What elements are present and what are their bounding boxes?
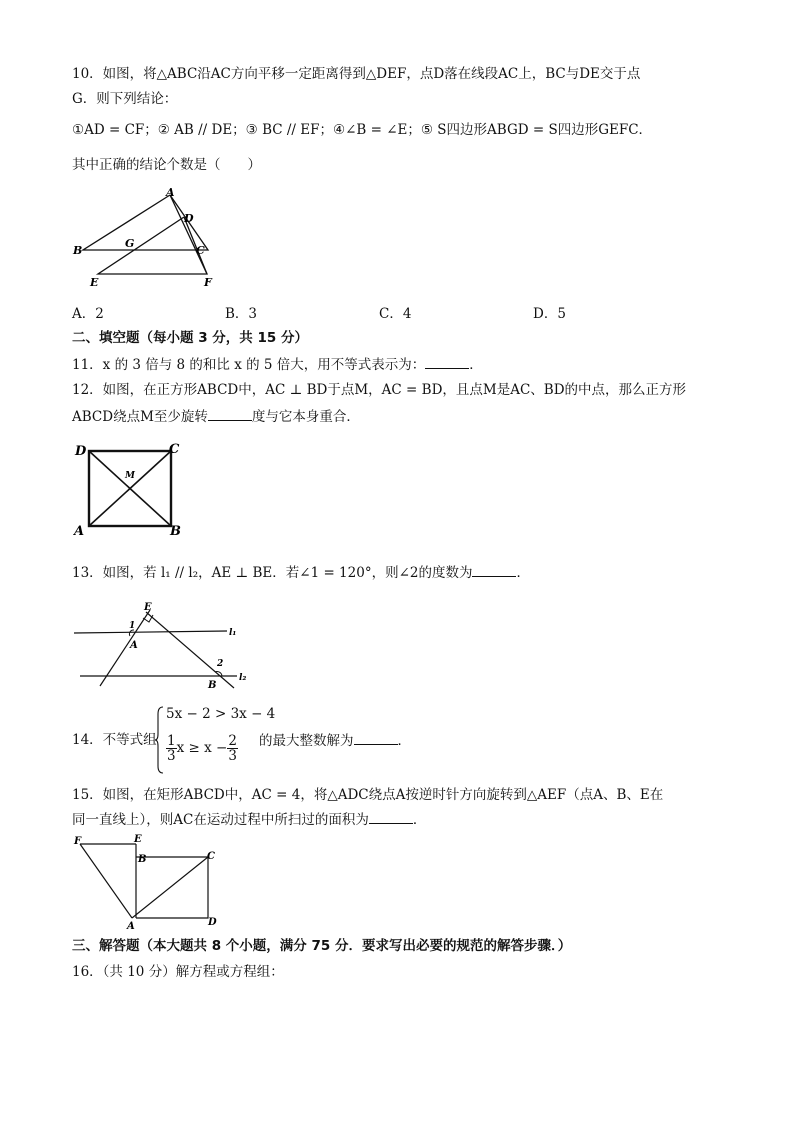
q14-end: ． [397,733,411,749]
q14-answer-blank[interactable] [354,730,398,745]
q12-line2 [72,406,360,427]
q14-ineq2-mid: x ≥ x − [176,740,228,756]
q11-text: 11．x 的 3 倍与 8 的和比 x 的 5 倍大，用不等式表示为： [72,357,426,373]
q15-end: ． [412,812,427,828]
fig10-label-c: C [196,244,205,257]
q13-end: ． [516,565,530,581]
q10-line3: ①AD = CF；② AB // DE；③ BC // EF；④∠B = ∠E；⑤ S四边形ABGD = S四边形GEFC． [72,122,653,138]
q10-line2: G．则下列结论： [72,91,178,107]
q14-inequality-1: 5x − 2 > 3x − 4 [166,706,276,722]
q15-line2-text: 同一直线上），则AC在运动过程中所扫过的面积为 [72,812,369,828]
q11-answer-blank[interactable] [425,354,469,369]
q11-end: ． [469,357,483,373]
fig12-label-d: D [75,444,87,459]
q14-system [166,704,276,774]
q13-answer-blank[interactable] [472,562,516,577]
q12-line2a: ABCD绕点M至少旋转 [72,409,208,425]
section2-title: 二、填空题（每小题 3 分，共 15 分） [72,330,308,346]
q10-option-d[interactable]: D．5 [533,306,566,322]
q14-prefix: 14．不等式组 [72,732,157,748]
q10-option-b[interactable]: B．3 [225,306,258,322]
q15-line2 [72,809,426,830]
q10-line1: 10．如图，将△ABC沿AC方向平移一定距离得到△DEF，点D落在线段AC上，BC与DE交于点 [72,66,641,82]
q12-answer-blank[interactable] [208,406,252,421]
fig12-label-c: C [169,442,180,457]
fig15-label-f: F [74,836,82,847]
q10-option-c[interactable]: C．4 [379,306,412,322]
q12-figure [72,438,187,538]
q10-line4: 其中正确的结论个数是（ ） [72,157,261,173]
q10-figure [70,185,230,290]
q14-fraction-2: $\frac{2}{3}$ [228,733,237,764]
fig10-label-e: E [90,276,99,289]
fig12-label-a: A [74,524,85,538]
q13 [72,562,530,583]
fig13-label-l2: l₂ [239,673,247,683]
fig10-label-f: F [204,276,212,289]
q14-suffix: 的最大整数解为 [259,733,354,749]
q15-answer-blank[interactable] [369,809,413,824]
fig10-label-a: A [166,186,175,199]
q14-brace [155,706,165,774]
q14-fraction-1: $\frac{1}{3}$ [167,733,176,764]
q16-text: 16．（共 10 分）解方程或方程组： [72,964,284,980]
fig12-label-m: M [125,471,135,481]
fig15-label-b: B [138,854,147,865]
fig10-label-d: D [184,212,194,225]
fig12-label-b: B [170,524,181,538]
fig10-label-b: B [73,244,83,257]
q13-figure [72,598,252,693]
fig15-label-d: D [208,917,217,928]
q13-text: 13．如图，若 l₁ // l₂，AE ⊥ BE．若∠1 = 120°，则∠2的度数为 [72,565,473,581]
q12-line1: 12．如图，在正方形ABCD中，AC ⊥ BD于点M，AC = BD，且点M是AC、BD的中点，那么正方形 [72,382,687,398]
q14-suffix-line [259,730,411,751]
fig15-label-c: C [207,851,215,862]
fig13-label-b: B [208,680,217,691]
fig10-label-g: G [125,237,135,250]
q15-line1: 15．如图，在矩形ABCD中，AC = 4，将△ADC绕点A按逆时针方向旋转到△AEF（点A、B、E在 [72,787,664,803]
fig15-label-e: E [134,834,142,845]
section3-title: 三、解答题（本大题共 8 个小题，满分 75 分．要求写出必要的规范的解答步骤．） [72,938,572,954]
q15-figure [70,832,230,930]
q14-inequality-2 [166,734,238,763]
fig13-label-a: A [130,640,138,651]
fig13-label-e: E [144,602,152,613]
fig13-label-2: 2 [217,659,224,669]
q10-option-a[interactable]: A．2 [72,306,104,322]
fig13-label-1: 1 [129,621,136,631]
fig13-label-l1: l₁ [229,628,237,638]
fig15-label-a: A [127,921,135,930]
q11 [72,354,483,375]
q12-line2b: 度与它本身重合． [251,409,360,425]
